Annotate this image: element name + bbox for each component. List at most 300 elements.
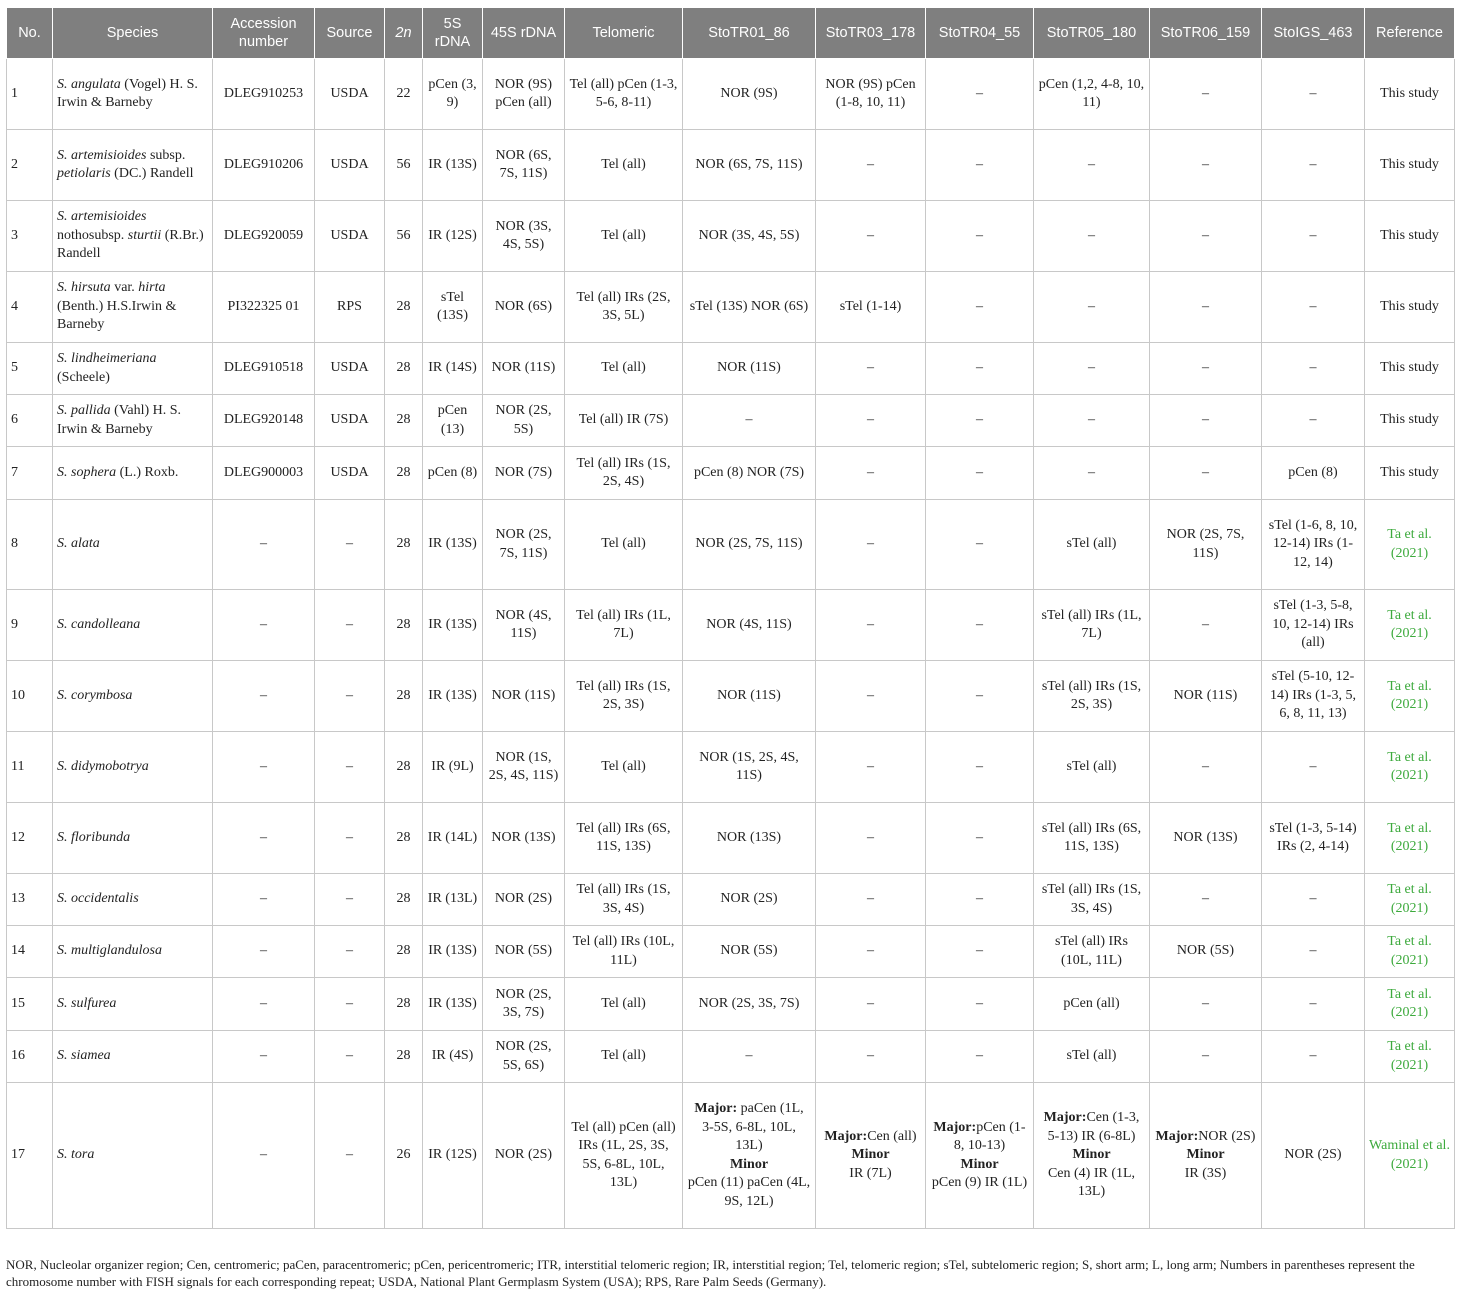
cell-2n: 28 xyxy=(385,500,423,590)
major-label: Major: xyxy=(933,1119,977,1135)
cell-no: 12 xyxy=(7,803,53,874)
header-stoigs: StoIGS_463 xyxy=(1262,8,1365,59)
minor-label: Minor xyxy=(1072,1147,1111,1163)
cell-stotr05: – xyxy=(1034,130,1150,201)
cell-source: RPS xyxy=(315,272,385,343)
cell-stotr06 xyxy=(1150,1083,1262,1229)
cell-source: – xyxy=(315,926,385,978)
cell-stotr06: NOR (2S, 7S, 11S) xyxy=(1150,500,1262,590)
cell-telomeric: Tel (all) IRs (2S, 3S, 5L) xyxy=(565,272,683,343)
major-value: Cen (all) xyxy=(867,1128,917,1144)
cell-stotr05: sTel (all) xyxy=(1034,732,1150,803)
species-infraspecific-name: sturtii xyxy=(127,227,162,243)
major-signal xyxy=(930,1119,1029,1156)
cell-no: 8 xyxy=(7,500,53,590)
cell-accession: – xyxy=(213,500,315,590)
header-accession: Accession number xyxy=(213,8,315,59)
cell-telomeric: Tel (all) xyxy=(565,978,683,1031)
cell-45s-rdna: NOR (11S) xyxy=(483,661,565,732)
cell-stotr03: – xyxy=(816,803,926,874)
species-author: (Scheele) xyxy=(57,369,110,385)
major-signal xyxy=(1038,1109,1145,1146)
minor-value: pCen (11) paCen (4L, 9S, 12L) xyxy=(687,1175,811,1209)
major-value: NOR (2S) xyxy=(1198,1128,1256,1144)
cell-2n: 28 xyxy=(385,926,423,978)
cell-no: 5 xyxy=(7,343,53,395)
cell-stotr04 xyxy=(926,1083,1034,1229)
cell-stotr06: – xyxy=(1150,395,1262,447)
major-label: Major: xyxy=(1043,1110,1087,1126)
cell-stotr05: sTel (all) IRs (1S, 2S, 3S) xyxy=(1034,661,1150,732)
cell-stotr05: sTel (all) IRs (6S, 11S, 13S) xyxy=(1034,803,1150,874)
cell-stotr04: – xyxy=(926,272,1034,343)
cell-5s-rdna: IR (13S) xyxy=(423,130,483,201)
minor-signal xyxy=(1154,1146,1257,1183)
cell-reference: This study xyxy=(1365,272,1455,343)
cell-accession: – xyxy=(213,874,315,926)
cell-reference: Ta et al. (2021) xyxy=(1365,661,1455,732)
table-row xyxy=(7,343,1455,395)
cell-stotr06: NOR (13S) xyxy=(1150,803,1262,874)
major-signal xyxy=(1154,1128,1257,1147)
cell-stotr03: – xyxy=(816,661,926,732)
cell-stotr06: – xyxy=(1150,343,1262,395)
cell-stotr06: – xyxy=(1150,272,1262,343)
major-value: pCen (1-8, 10-13) xyxy=(953,1119,1026,1153)
cell-stotr06: NOR (5S) xyxy=(1150,926,1262,978)
major-label: Major: xyxy=(824,1128,868,1144)
cell-stoigs: sTel (1-3, 5-8, 10, 12-14) IRs (all) xyxy=(1262,590,1365,661)
header-source: Source xyxy=(315,8,385,59)
cell-5s-rdna: IR (14S) xyxy=(423,343,483,395)
cell-reference: Ta et al. (2021) xyxy=(1365,803,1455,874)
cell-stotr03: sTel (1-14) xyxy=(816,272,926,343)
cell-45s-rdna: NOR (4S, 11S) xyxy=(483,590,565,661)
cell-2n: 28 xyxy=(385,343,423,395)
cell-telomeric: Tel (all) xyxy=(565,343,683,395)
cell-stotr05: sTel (all) IRs (10L, 11L) xyxy=(1034,926,1150,978)
cell-stotr05: sTel (all) xyxy=(1034,1031,1150,1083)
table-row xyxy=(7,59,1455,130)
major-label: Major: xyxy=(1155,1128,1199,1144)
cell-stoigs: sTel (1-3, 5-14) IRs (2, 4-14) xyxy=(1262,803,1365,874)
major-value: Cen (1-3, 5-13) IR (6-8L) xyxy=(1047,1110,1140,1144)
cell-reference: Ta et al. (2021) xyxy=(1365,978,1455,1031)
cell-45s-rdna: NOR (2S, 5S, 6S) xyxy=(483,1031,565,1083)
species-author-2: (R.Br.) Randell xyxy=(57,227,204,262)
species-name: S. corymbosa xyxy=(57,687,133,703)
cell-stotr01: NOR (5S) xyxy=(683,926,816,978)
cell-telomeric: Tel (all) xyxy=(565,201,683,272)
cell-stotr01: NOR (6S, 7S, 11S) xyxy=(683,130,816,201)
major-value: paCen (1L, 3-5S, 6-8L, 10L, 13L) xyxy=(702,1101,804,1153)
cell-45s-rdna: NOR (2S, 5S) xyxy=(483,395,565,447)
cell-stotr03 xyxy=(816,1083,926,1229)
cell-no: 6 xyxy=(7,395,53,447)
cell-accession: DLEG910253 xyxy=(213,59,315,130)
cell-stotr04: – xyxy=(926,590,1034,661)
cell-telomeric: Tel (all) xyxy=(565,1031,683,1083)
header-2n xyxy=(385,8,423,59)
cell-stotr05: – xyxy=(1034,395,1150,447)
cell-stoigs: – xyxy=(1262,59,1365,130)
cell-telomeric: Tel (all) pCen (all) IRs (1L, 2S, 3S, 5S, 6-8L, 10L, 13L) xyxy=(565,1083,683,1229)
cell-2n: 56 xyxy=(385,201,423,272)
species-name: S. tora xyxy=(57,1147,95,1163)
cell-stotr04: – xyxy=(926,447,1034,500)
cell-species xyxy=(53,395,213,447)
table-row xyxy=(7,1031,1455,1083)
footnote-line-1: NOR, Nucleolar organizer region; Cen, centromeric; paCen, paracentromeric; pCen, pericentromeric; ITR, interstitial telomeric region; IR, interstitial region; Tel, telomeric region; sTel, subtelomeric region; S, short arm; L, long arm; Numbers in parentheses represent the xyxy=(6,1257,1415,1272)
cell-reference: This study xyxy=(1365,130,1455,201)
cell-reference: Ta et al. (2021) xyxy=(1365,590,1455,661)
table-row xyxy=(7,978,1455,1031)
table-row xyxy=(7,590,1455,661)
table-footnote xyxy=(6,1256,1454,1290)
cell-reference: This study xyxy=(1365,447,1455,500)
cell-accession: – xyxy=(213,978,315,1031)
cell-stoigs: pCen (8) xyxy=(1262,447,1365,500)
species-author: subsp. xyxy=(146,147,186,163)
species-name: S. candolleana xyxy=(57,616,141,632)
cell-5s-rdna: IR (4S) xyxy=(423,1031,483,1083)
cell-5s-rdna: IR (13S) xyxy=(423,978,483,1031)
cell-accession: DLEG900003 xyxy=(213,447,315,500)
header-stotr03: StoTR03_178 xyxy=(816,8,926,59)
cell-telomeric: Tel (all) IRs (1S, 2S, 3S) xyxy=(565,661,683,732)
cell-stoigs: – xyxy=(1262,272,1365,343)
species-author: (Vogel) H. S. Irwin & Barneby xyxy=(57,76,198,110)
cell-stoigs: NOR (2S) xyxy=(1262,1083,1365,1229)
cell-2n: 22 xyxy=(385,59,423,130)
cell-2n: 28 xyxy=(385,803,423,874)
species-name: S. lindheimeriana xyxy=(57,351,157,366)
cell-stotr05 xyxy=(1034,1083,1150,1229)
cell-reference: This study xyxy=(1365,59,1455,130)
cell-source: – xyxy=(315,803,385,874)
cell-stotr03: – xyxy=(816,732,926,803)
species-author: (L.) Roxb. xyxy=(116,464,179,480)
cell-stotr05: – xyxy=(1034,343,1150,395)
fish-signals-table xyxy=(6,7,1455,1229)
cell-telomeric: Tel (all) pCen (1-3, 5-6, 8-11) xyxy=(565,59,683,130)
cell-5s-rdna: IR (9L) xyxy=(423,732,483,803)
cell-source: – xyxy=(315,1083,385,1229)
cell-source: – xyxy=(315,590,385,661)
species-name: S. pallida xyxy=(57,403,111,418)
cell-species xyxy=(53,590,213,661)
cell-no: 2 xyxy=(7,130,53,201)
cell-5s-rdna: sTel (13S) xyxy=(423,272,483,343)
cell-stotr03: – xyxy=(816,874,926,926)
cell-reference: Ta et al. (2021) xyxy=(1365,1031,1455,1083)
cell-stotr01: NOR (3S, 4S, 5S) xyxy=(683,201,816,272)
cell-stotr05: sTel (all) IRs (1L, 7L) xyxy=(1034,590,1150,661)
cell-stotr05: – xyxy=(1034,447,1150,500)
minor-label: Minor xyxy=(1186,1147,1225,1163)
cell-accession: – xyxy=(213,732,315,803)
cell-stotr03: – xyxy=(816,926,926,978)
cell-stoigs: – xyxy=(1262,978,1365,1031)
cell-2n: 28 xyxy=(385,590,423,661)
table-body xyxy=(7,59,1455,1229)
cell-source: USDA xyxy=(315,201,385,272)
species-name: S. sulfurea xyxy=(57,995,117,1011)
cell-source: – xyxy=(315,978,385,1031)
cell-species xyxy=(53,272,213,343)
cell-stotr06: – xyxy=(1150,978,1262,1031)
species-name: S. sophera xyxy=(57,464,117,480)
species-name: S. didymobotrya xyxy=(57,758,149,774)
footnote-line-2: chromosome number with FISH signals for each corresponding repeat; USDA, National Plant Germplasm System (USA); RPS, Rare Palm Seeds (Germany). xyxy=(6,1274,827,1289)
cell-reference: This study xyxy=(1365,201,1455,272)
cell-stotr03: – xyxy=(816,201,926,272)
cell-no: 3 xyxy=(7,201,53,272)
cell-45s-rdna: NOR (2S) xyxy=(483,1083,565,1229)
cell-species xyxy=(53,803,213,874)
cell-accession: DLEG910518 xyxy=(213,343,315,395)
cell-stotr03: – xyxy=(816,1031,926,1083)
minor-label: Minor xyxy=(960,1156,999,1172)
cell-5s-rdna: IR (13S) xyxy=(423,661,483,732)
cell-stotr01: pCen (8) NOR (7S) xyxy=(683,447,816,500)
major-signal xyxy=(687,1100,811,1156)
cell-stotr03: – xyxy=(816,395,926,447)
cell-stoigs: – xyxy=(1262,130,1365,201)
species-author: (Vahl) H. S. Irwin & Barneby xyxy=(57,403,182,437)
cell-stotr01: – xyxy=(683,1031,816,1083)
cell-2n: 56 xyxy=(385,130,423,201)
cell-source: USDA xyxy=(315,395,385,447)
cell-stotr04: – xyxy=(926,732,1034,803)
cell-45s-rdna: NOR (13S) xyxy=(483,803,565,874)
cell-species xyxy=(53,500,213,590)
cell-stotr01: NOR (2S) xyxy=(683,874,816,926)
cell-stotr06: – xyxy=(1150,874,1262,926)
cell-stotr06: – xyxy=(1150,590,1262,661)
cell-reference: This study xyxy=(1365,343,1455,395)
minor-signal xyxy=(1038,1146,1145,1202)
cell-stotr05: pCen (1,2, 4-8, 10, 11) xyxy=(1034,59,1150,130)
cell-source: – xyxy=(315,874,385,926)
cell-stotr05: – xyxy=(1034,272,1150,343)
header-5s-rdna: 5S rDNA xyxy=(423,8,483,59)
minor-value: IR (3S) xyxy=(1184,1165,1227,1181)
cell-telomeric: Tel (all) xyxy=(565,130,683,201)
cell-accession: – xyxy=(213,803,315,874)
minor-signal xyxy=(820,1146,921,1183)
cell-stotr05: sTel (all) IRs (1S, 3S, 4S) xyxy=(1034,874,1150,926)
cell-stotr01: NOR (2S, 3S, 7S) xyxy=(683,978,816,1031)
cell-stoigs: – xyxy=(1262,395,1365,447)
species-name: S. alata xyxy=(57,536,100,552)
table-row xyxy=(7,661,1455,732)
cell-accession: – xyxy=(213,590,315,661)
cell-5s-rdna: IR (14L) xyxy=(423,803,483,874)
cell-telomeric: Tel (all) IRs (1S, 2S, 4S) xyxy=(565,447,683,500)
cell-accession: DLEG920059 xyxy=(213,201,315,272)
species-author: nothosubsp. xyxy=(57,227,128,243)
cell-source: USDA xyxy=(315,343,385,395)
table-container xyxy=(6,7,1454,1229)
cell-5s-rdna: IR (13S) xyxy=(423,500,483,590)
cell-5s-rdna: IR (13S) xyxy=(423,926,483,978)
cell-no: 13 xyxy=(7,874,53,926)
cell-2n: 28 xyxy=(385,447,423,500)
minor-value: Cen (4) IR (1L, 13L) xyxy=(1047,1165,1136,1200)
cell-45s-rdna: NOR (9S) pCen (all) xyxy=(483,59,565,130)
cell-species xyxy=(53,343,213,395)
cell-stotr01: sTel (13S) NOR (6S) xyxy=(683,272,816,343)
cell-2n: 28 xyxy=(385,661,423,732)
table-row xyxy=(7,272,1455,343)
header-stotr04: StoTR04_55 xyxy=(926,8,1034,59)
cell-stotr04: – xyxy=(926,395,1034,447)
header-reference: Reference xyxy=(1365,8,1455,59)
cell-2n: 26 xyxy=(385,1083,423,1229)
table-row xyxy=(7,130,1455,201)
cell-no: 1 xyxy=(7,59,53,130)
cell-stotr06: – xyxy=(1150,447,1262,500)
cell-stotr01: NOR (11S) xyxy=(683,343,816,395)
table-row xyxy=(7,732,1455,803)
header-2n-label: 2n xyxy=(395,25,412,41)
cell-source: USDA xyxy=(315,59,385,130)
major-signal xyxy=(820,1128,921,1147)
cell-stotr06: – xyxy=(1150,201,1262,272)
cell-2n: 28 xyxy=(385,874,423,926)
cell-stotr04: – xyxy=(926,661,1034,732)
species-name: S. artemisioides xyxy=(57,147,147,163)
cell-45s-rdna: NOR (11S) xyxy=(483,343,565,395)
cell-source: – xyxy=(315,732,385,803)
cell-2n: 28 xyxy=(385,978,423,1031)
cell-telomeric: Tel (all) IRs (6S, 11S, 13S) xyxy=(565,803,683,874)
cell-stotr01: NOR (13S) xyxy=(683,803,816,874)
cell-45s-rdna: NOR (6S) xyxy=(483,272,565,343)
table-row xyxy=(7,1083,1455,1229)
cell-reference: Ta et al. (2021) xyxy=(1365,926,1455,978)
cell-45s-rdna: NOR (1S, 2S, 4S, 11S) xyxy=(483,732,565,803)
cell-stotr04: – xyxy=(926,130,1034,201)
cell-no: 14 xyxy=(7,926,53,978)
header-stotr05: StoTR05_180 xyxy=(1034,8,1150,59)
cell-stotr01: – xyxy=(683,395,816,447)
cell-45s-rdna: NOR (2S, 3S, 7S) xyxy=(483,978,565,1031)
cell-species xyxy=(53,1083,213,1229)
major-label: Major: xyxy=(694,1101,738,1116)
cell-stotr06: – xyxy=(1150,59,1262,130)
species-name: S. floribunda xyxy=(57,829,131,845)
cell-stotr03: – xyxy=(816,500,926,590)
species-author: var. xyxy=(110,280,139,296)
cell-stotr01: NOR (9S) xyxy=(683,59,816,130)
cell-2n: 28 xyxy=(385,732,423,803)
cell-stotr04: – xyxy=(926,201,1034,272)
cell-accession: – xyxy=(213,1031,315,1083)
cell-stotr06: NOR (11S) xyxy=(1150,661,1262,732)
cell-stotr03: – xyxy=(816,343,926,395)
minor-label: Minor xyxy=(851,1147,890,1163)
header-species: Species xyxy=(53,8,213,59)
cell-telomeric: Tel (all) xyxy=(565,500,683,590)
table-row xyxy=(7,500,1455,590)
cell-stotr01 xyxy=(683,1083,816,1229)
cell-45s-rdna: NOR (2S, 7S, 11S) xyxy=(483,500,565,590)
cell-reference: Ta et al. (2021) xyxy=(1365,874,1455,926)
minor-value: IR (7L) xyxy=(849,1165,892,1181)
species-infraspecific-name: petiolaris xyxy=(57,166,111,181)
species-infraspecific-name: hirta xyxy=(138,280,166,296)
cell-stoigs: – xyxy=(1262,201,1365,272)
cell-accession: DLEG910206 xyxy=(213,130,315,201)
cell-stotr03: NOR (9S) pCen (1-8, 10, 11) xyxy=(816,59,926,130)
minor-label: Minor xyxy=(729,1156,769,1172)
species-name: S. multiglandulosa xyxy=(57,943,163,959)
cell-species xyxy=(53,661,213,732)
cell-stotr04: – xyxy=(926,874,1034,926)
cell-no: 17 xyxy=(7,1083,53,1229)
cell-45s-rdna: NOR (5S) xyxy=(483,926,565,978)
cell-no: 9 xyxy=(7,590,53,661)
cell-source: – xyxy=(315,1031,385,1083)
cell-no: 7 xyxy=(7,447,53,500)
cell-stotr03: – xyxy=(816,978,926,1031)
cell-stotr01: NOR (4S, 11S) xyxy=(683,590,816,661)
species-author-2: (DC.) Randell xyxy=(110,166,194,181)
cell-reference: Ta et al. (2021) xyxy=(1365,732,1455,803)
header-45s-rdna: 45S rDNA xyxy=(483,8,565,59)
cell-telomeric: Tel (all) xyxy=(565,732,683,803)
species-name: S. siamea xyxy=(57,1048,111,1064)
cell-species xyxy=(53,926,213,978)
cell-stotr04: – xyxy=(926,926,1034,978)
cell-telomeric: Tel (all) IRs (1L, 7L) xyxy=(565,590,683,661)
cell-no: 10 xyxy=(7,661,53,732)
cell-reference: Waminal et al. (2021) xyxy=(1365,1083,1455,1229)
cell-telomeric: Tel (all) IR (7S) xyxy=(565,395,683,447)
cell-stotr05: – xyxy=(1034,201,1150,272)
cell-stotr04: – xyxy=(926,1031,1034,1083)
cell-stotr06: – xyxy=(1150,130,1262,201)
species-name: S. angulata xyxy=(57,76,121,92)
cell-accession: – xyxy=(213,661,315,732)
cell-stotr04: – xyxy=(926,343,1034,395)
cell-5s-rdna: pCen (8) xyxy=(423,447,483,500)
cell-stotr04: – xyxy=(926,803,1034,874)
header-stotr06: StoTR06_159 xyxy=(1150,8,1262,59)
cell-5s-rdna: pCen (3, 9) xyxy=(423,59,483,130)
header-stotr01: StoTR01_86 xyxy=(683,8,816,59)
cell-no: 15 xyxy=(7,978,53,1031)
cell-telomeric: Tel (all) IRs (1S, 3S, 4S) xyxy=(565,874,683,926)
cell-stotr03: – xyxy=(816,590,926,661)
cell-2n: 28 xyxy=(385,395,423,447)
cell-species xyxy=(53,201,213,272)
cell-5s-rdna: IR (12S) xyxy=(423,201,483,272)
species-name: S. hirsuta xyxy=(57,280,111,296)
species-name: S. occidentalis xyxy=(57,891,139,907)
header-no: No. xyxy=(7,8,53,59)
cell-reference: This study xyxy=(1365,395,1455,447)
species-name: S. artemisioides xyxy=(57,209,147,225)
cell-accession: PI322325 01 xyxy=(213,272,315,343)
cell-stotr06: – xyxy=(1150,1031,1262,1083)
cell-stotr04: – xyxy=(926,978,1034,1031)
cell-stotr01: NOR (11S) xyxy=(683,661,816,732)
header-telomeric: Telomeric xyxy=(565,8,683,59)
cell-species xyxy=(53,130,213,201)
